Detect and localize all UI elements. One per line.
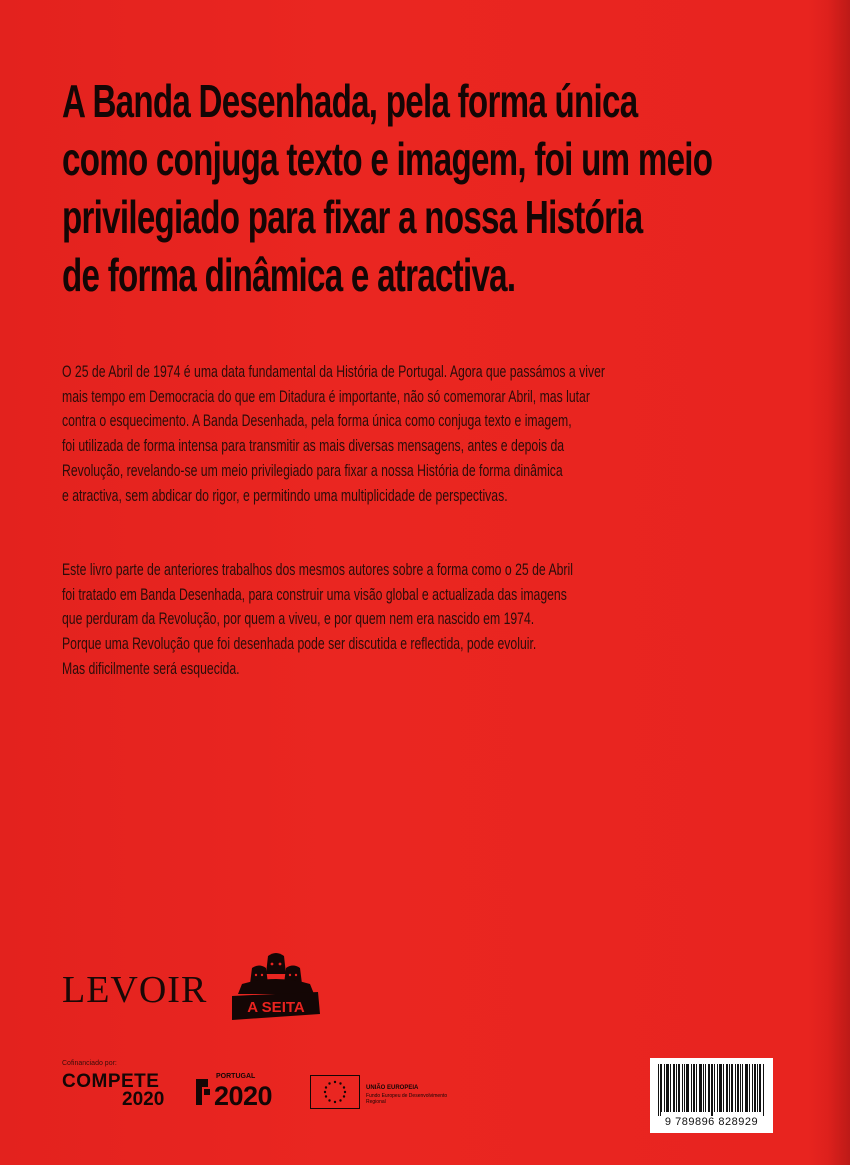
barcode-bar [763, 1064, 764, 1116]
isbn-barcode [650, 1058, 773, 1133]
barcode-bar [696, 1064, 697, 1112]
barcode-bar [740, 1064, 741, 1112]
barcode-bar [661, 1064, 662, 1112]
barcode-bar [721, 1064, 722, 1112]
barcode-bar [693, 1064, 694, 1112]
barcode-bar [731, 1064, 732, 1112]
paragraph-line: Mas dificilmente será esquecida. [62, 658, 240, 678]
compete-year: 2020 [122, 1089, 165, 1110]
barcode-bar [660, 1064, 661, 1116]
barcode-bar [708, 1064, 709, 1112]
barcode-bar [759, 1064, 760, 1112]
levoir-logo: LEVOIR [62, 969, 208, 1011]
barcode-bar [746, 1064, 747, 1112]
paragraph-line: Este livro parte de anteriores trabalhos dos mesmos autores sobre a forma como o 25 de Abril [62, 560, 573, 579]
barcode-bar [757, 1064, 758, 1112]
headline-quote [62, 72, 713, 304]
barcode-bar [682, 1064, 683, 1112]
aseita-emblem-icon [230, 950, 322, 1026]
synopsis-paragraph-1 [62, 360, 782, 508]
barcode-bar [676, 1064, 677, 1112]
paragraph-line: foi tratado em Banda Desenhada, para construir uma visão global e actualizada das imagens [62, 584, 567, 604]
barcode-bar [729, 1064, 730, 1112]
portugal-label: PORTUGAL [216, 1073, 256, 1080]
barcode-bar [691, 1064, 692, 1112]
paragraph-line: que perduram da Revolução, por quem a viveu, e por quem nem era nascido em 1974. [62, 609, 535, 629]
barcode-bar [666, 1064, 667, 1112]
barcode-bar [667, 1064, 668, 1112]
barcode-bar [670, 1064, 671, 1112]
barcode-bar [712, 1064, 713, 1116]
barcode-bar [735, 1064, 736, 1112]
barcode-bar [737, 1064, 738, 1112]
barcode-bar [687, 1064, 688, 1112]
paragraph-line: mais tempo em Democracia do que em Ditadura é importante, não só comemorar Abril, mas lutar [62, 386, 590, 406]
portugal-2020-mark-icon [192, 1077, 212, 1107]
barcode-bar [674, 1064, 675, 1112]
barcode-bar [664, 1064, 665, 1112]
barcode-bar [668, 1064, 669, 1112]
barcode-bar [709, 1064, 710, 1112]
eu-title: UNIÃO EUROPEIA [366, 1085, 419, 1091]
barcode-bar [701, 1064, 702, 1112]
barcode-bar [760, 1064, 761, 1112]
paragraph-line: Porque uma Revolução que foi desenhada pode ser discutida e reflectida, pode evoluir. [62, 634, 537, 654]
headline-line: A Banda Desenhada, pela forma única [62, 75, 638, 127]
barcode-bar [678, 1064, 679, 1112]
paragraph-line: contra o esquecimento. A Banda Desenhada, pela forma única como conjuga texto e imagem, [62, 411, 572, 431]
portugal-year: 2020 [214, 1081, 273, 1111]
isbn-number: 9 789896 828929 [664, 1116, 759, 1128]
barcode-bar [754, 1064, 755, 1112]
barcode-bar [703, 1064, 704, 1112]
barcode-bar [723, 1064, 724, 1112]
barcode-bar [688, 1064, 689, 1112]
barcode-bar [699, 1064, 700, 1112]
cover-edge-shadow [828, 0, 850, 1165]
aseita-wordmark: A SEITA [247, 999, 305, 1016]
eu-fund-name: Fundo Europeu de Desenvolvimento Regional [366, 1093, 448, 1105]
eu-funding-logo [310, 1073, 450, 1113]
barcode-bar [658, 1064, 659, 1116]
eu-flag-icon [310, 1075, 360, 1109]
compete-wordmark: COMPETE [62, 1071, 160, 1092]
barcode-bar [738, 1064, 739, 1112]
barcode-bar [742, 1064, 743, 1112]
cofinanced-label: Cofinanciado por: [62, 1060, 117, 1067]
barcode-bar [705, 1064, 706, 1112]
paragraph-line: O 25 de Abril de 1974 é uma data fundamental da História de Portugal. Agora que passámos a viver [62, 362, 605, 381]
paragraph-line: e atractiva, sem abdicar do rigor, e permitindo uma multiplicidade de perspectivas. [62, 485, 508, 505]
barcode-bars [658, 1064, 765, 1116]
barcode-bar [726, 1064, 727, 1112]
compete-2020-logo [62, 1073, 164, 1109]
barcode-bar [673, 1064, 674, 1112]
barcode-bar [749, 1064, 750, 1112]
headline-line: de forma dinâmica e atractiva. [62, 249, 516, 301]
barcode-bar [686, 1064, 687, 1112]
barcode-bar [711, 1064, 712, 1116]
barcode-bar [755, 1064, 756, 1112]
headline-line: privilegiado para fixar a nossa História [62, 191, 643, 243]
barcode-bar [747, 1064, 748, 1112]
portugal-2020-logo [192, 1073, 300, 1113]
barcode-bar [679, 1064, 680, 1112]
barcode-bar [717, 1064, 718, 1112]
barcode-bar [745, 1064, 746, 1112]
barcode-bar [752, 1064, 753, 1112]
barcode-bar [700, 1064, 701, 1112]
paragraph-line: Revolução, revelando-se um meio privilegiado para fixar a nossa História de forma dinâmica [62, 460, 563, 480]
barcode-bar [694, 1064, 695, 1112]
barcode-bar [714, 1064, 715, 1112]
aseita-logo [230, 950, 322, 1026]
barcode-bar [720, 1064, 721, 1112]
headline-line: como conjuga texto e imagem, foi um meio [62, 133, 713, 185]
barcode-bar [727, 1064, 728, 1112]
paragraph-line: foi utilizada de forma intensa para transmitir as mais diversas mensagens, antes e depois da [62, 436, 565, 456]
barcode-bar [684, 1064, 685, 1112]
barcode-bar [719, 1064, 720, 1112]
synopsis-paragraph-2 [62, 558, 782, 682]
barcode-bar [732, 1064, 733, 1112]
